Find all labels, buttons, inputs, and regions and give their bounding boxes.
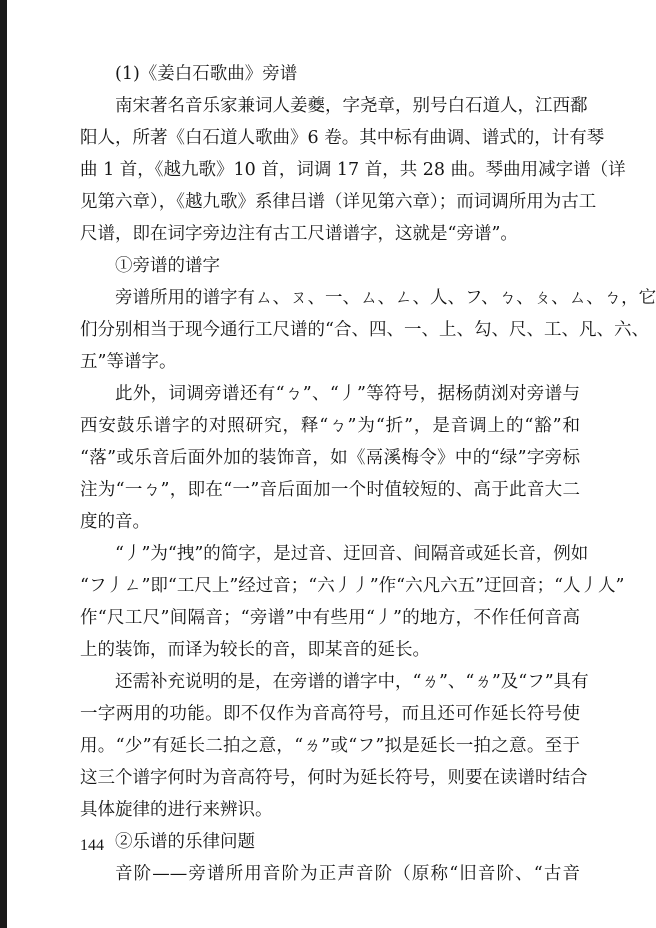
paragraph-line: “落”或乐音后面外加的装饰音，如《鬲溪梅令》中的“绿”字旁标 <box>80 448 580 468</box>
paragraph-line: 们分别相当于现今通行工尺谱的“合、四、一、上、勾、尺、工、凡、六、 <box>80 320 649 340</box>
section-title: (1)《姜白石歌曲》旁谱 <box>115 64 298 84</box>
paragraph-line: 曲 1 首，《越九歌》10 首，词调 17 首，共 28 曲。琴曲用减字谱（详 <box>80 160 626 180</box>
paragraph-line: 具体旋律的进行来辨识。 <box>80 800 273 820</box>
paragraph-line: 度的音。 <box>80 512 150 532</box>
paragraph-5 <box>80 666 589 826</box>
page-number: 144 <box>80 837 104 854</box>
paragraph-line: 作“尺工尺”间隔音；“旁谱”中有些用“丿”的地方，不作任何音高 <box>80 608 580 628</box>
paragraph-3 <box>80 378 580 538</box>
paragraph-line: 南宋著名音乐家兼词人姜夔，字尧章，别号白石道人，江西鄱 <box>115 96 588 116</box>
paragraph-line: “丿”为“拽”的简字，是过音、迂回音、间隔音或延长音，例如 <box>115 544 589 564</box>
paragraph-line: 旁谱所用的谱字有ㄙ、ㄡ、一、ㄙ、ㄥ、人、フ、ㄅ、ㄆ、ㄙ、ㄅ，它 <box>115 288 656 308</box>
paragraph-line: 见第六章），《越九歌》系律吕谱（详见第六章）；而词调所用为古工 <box>80 192 597 212</box>
subheading-tuning: ②乐谱的乐律问题 <box>115 832 255 852</box>
paragraph-line: 阳人，所著《白石道人歌曲》6 卷。其中标有曲调、谱式的，计有琴 <box>80 128 605 148</box>
paragraph-line: 注为“一ㄅ”，即在“一”音后面加一个时值较短的、高于此音大二 <box>80 480 580 500</box>
paragraph-4 <box>80 538 625 666</box>
paragraph-line: 尺谱，即在词字旁边注有古工尺谱谱字，这就是“旁谱”。 <box>80 224 518 244</box>
paragraph-line: 五”等谱字。 <box>80 352 177 372</box>
paragraph-2 <box>80 282 656 378</box>
subheading-notation-symbols: ①旁谱的谱字 <box>115 256 220 276</box>
page-edge-shadow <box>0 0 7 928</box>
paragraph-line: “フ丿ㄥ”即“工尺上”经过音；“六丿丿”作“六凡六五”迂回音；“人丿人” <box>80 576 625 596</box>
paragraph-line: 上的装饰，而译为较长的音，即某音的延长。 <box>80 640 430 660</box>
paragraph-6 <box>80 858 580 890</box>
paragraph-line: 还需补充说明的是，在旁谱的谱字中，“ㄌ”、“ㄌ”及“フ”具有 <box>115 672 589 692</box>
paragraph-line: 这三个谱字何时为音高符号，何时为延长符号，则要在读谱时结合 <box>80 768 588 788</box>
paragraph-line: 用。“少”有延长二拍之意，“ㄌ”或“フ”拟是延长一拍之意。至于 <box>80 736 580 756</box>
paragraph-1 <box>80 90 626 250</box>
paragraph-line: 一字两用的功能。即不仅作为音高符号，而且还可作延长符号使 <box>80 704 580 724</box>
paragraph-line: 此外，词调旁谱还有“ㄅ”、“丿”等符号，据杨荫浏对旁谱与 <box>115 384 580 404</box>
paragraph-line: 西安鼓乐谱字的对照研究，释“ㄅ”为“折”，是音调上的“豁”和 <box>80 416 580 436</box>
paragraph-line: 音阶——旁谱所用音阶为正声音阶（原称“旧音阶、“古音 <box>115 864 580 884</box>
page-text <box>80 58 656 890</box>
